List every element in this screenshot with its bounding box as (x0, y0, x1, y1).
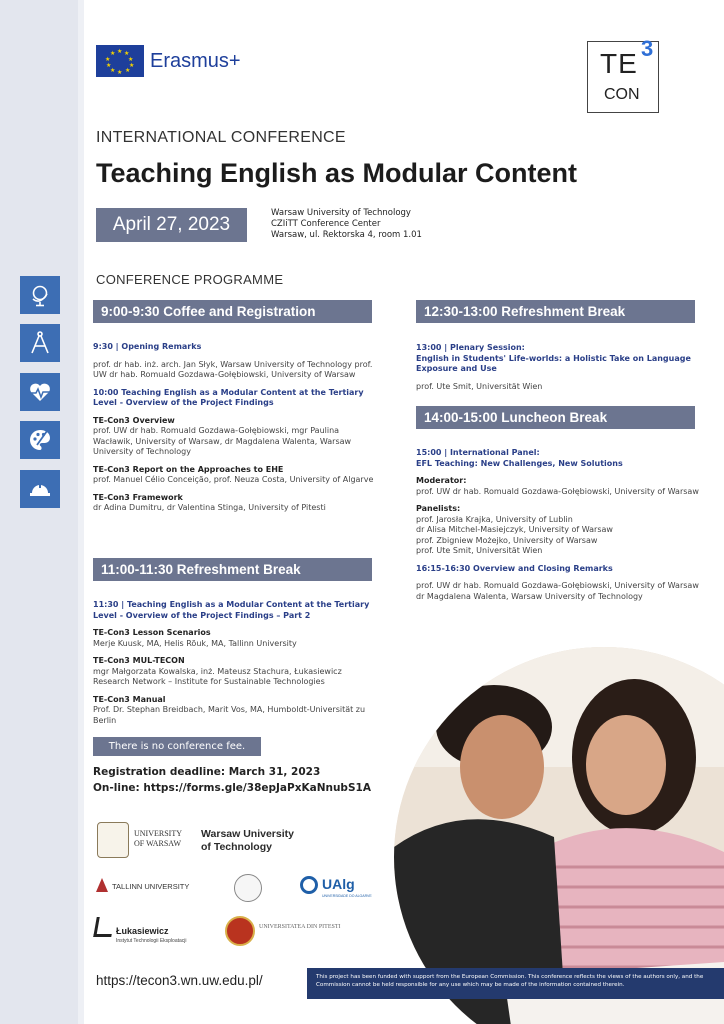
report-heading: TE-Con3 Report on the Approaches to EHE (93, 464, 284, 474)
report-speakers: prof. Manuel Célio Conceição, prof. Neuza Costa, University of Algarve (93, 475, 374, 484)
venue-line: Warsaw, ul. Rektorska 4, room 1.01 (271, 230, 422, 240)
registration-block (93, 764, 371, 796)
panel-block (416, 448, 701, 602)
session-bar-luncheon: 14:00-15:00 Luncheon Break (416, 406, 695, 429)
multecon-heading: TE-Con3 MUL-TECON (93, 656, 185, 665)
tecon-3-text: 3 (641, 36, 654, 61)
humboldt-seal-icon (234, 874, 262, 902)
session1-heading: 10:00 Teaching English as a Modular Content at the Tertiary Level - Overview of the Project Findings (93, 387, 364, 407)
registration-link[interactable]: On-line: https://forms.gle/38epJaPxKaNnubS1A (93, 782, 371, 794)
panelist: prof. Zbigniew Możejko, University of Warsaw (416, 535, 598, 545)
conference-kicker: INTERNATIONAL CONFERENCE (96, 129, 346, 146)
plenary-title: English in Students' Life-worlds: a Holistic Take on Language Exposure and Use (416, 353, 691, 373)
compass-icon (20, 324, 60, 362)
fee-badge: There is no conference fee. (93, 737, 261, 756)
session2-heading: 11:30 | Teaching English as a Modular Content at the Tertiary Level - Overview of the Project Findings – Part 2 (93, 600, 370, 620)
venue-line: Warsaw University of Technology (271, 208, 411, 218)
hardhat-icon (20, 470, 60, 508)
overview-speakers: prof. UW dr hab. Romuald Gozdawa-Gołębiowski, mgr Paulina Wacławik, University of Warsaw, dr Magdalena Walenta, Warsaw University of Technology (93, 426, 352, 456)
session-bar-coffee: 9:00-9:30 Coffee and Registration (93, 300, 372, 323)
panelists-heading: Panelists: (416, 504, 461, 513)
eu-flag-icon: ★ ★ ★ ★ ★ ★ ★ ★ ★ ★ (96, 45, 144, 77)
programme-label: CONFERENCE PROGRAMME (96, 272, 284, 287)
pitesti-logo-text: UNIVERSITATEA DIN PITESTI (259, 924, 341, 930)
ualg-logo-text: UAlg (322, 876, 355, 892)
heart-pulse-icon (20, 373, 60, 411)
left-stripe (0, 0, 78, 1024)
conference-title: Teaching English as Modular Content (96, 158, 578, 188)
lukasiewicz-logo-text: Łukasiewicz (116, 926, 169, 936)
venue-block (271, 208, 422, 241)
overview-heading: TE-Con3 Overview (93, 415, 175, 425)
ualg-mark-icon (300, 876, 318, 894)
uw-crest-icon (97, 822, 129, 858)
tallinn-logo-text: TALLINN UNIVERSITY (112, 882, 190, 891)
plenary-block (416, 343, 701, 392)
venue-line: CZIiTT Conference Center (271, 219, 381, 229)
erasmus-logo (96, 45, 241, 77)
plenary-heading: 13:00 | Plenary Session: (416, 343, 525, 352)
website-link[interactable]: https://tecon3.wn.uw.edu.pl/ (96, 973, 263, 988)
manual-heading: TE-Con3 Manual (93, 694, 166, 704)
opening-speakers: prof. dr hab. inż. arch. Jan Słyk, Warsaw University of Technology prof. UW dr hab. Romuald Gozdawa-Gołębiowski, University of Warsaw (93, 359, 373, 379)
wut-line: Warsaw University (201, 828, 294, 840)
left-stripe-inner (78, 0, 84, 1024)
panelist: dr Alisa Mitchel-Masiejczyk, University of Warsaw (416, 525, 613, 534)
date-badge: April 27, 2023 (96, 208, 247, 242)
wut-logo (201, 828, 294, 854)
moderator-heading: Moderator: (416, 476, 467, 485)
tecon-con-text: CON (604, 86, 640, 103)
pitesti-seal-icon (225, 916, 255, 946)
registration-deadline: Registration deadline: March 31, 2023 (93, 766, 321, 778)
lesson-heading: TE-Con3 Lesson Scenarios (93, 628, 211, 637)
closing-speakers: prof. UW dr hab. Romuald Gozdawa-Gołębiowski, University of Warsaw dr Magdalena Walenta, Warsaw University of Technology (416, 581, 699, 601)
opening-block (93, 342, 378, 514)
panel-heading: 15:00 | International Panel: (416, 448, 540, 457)
lesson-speakers: Merje Kuusk, MA, Helis Rõuk, MA, Tallinn University (93, 638, 297, 648)
panelist: prof. Jarosła Krajka, University of Lublin (416, 514, 573, 524)
multecon-speakers: mgr Małgorzata Kowalska, inż. Mateusz Stachura, Łukasiewicz Research Network – Institute for Sustainable Technologies (93, 666, 342, 686)
session-bar-refreshment: 11:00-11:30 Refreshment Break (93, 558, 372, 581)
erasmus-wordmark: Erasmus+ (150, 49, 241, 72)
plenary-speaker: prof. Ute Smit, Universität Wien (416, 381, 543, 391)
tecon-te-text: TE (600, 48, 638, 79)
tallinn-mark-icon (96, 878, 108, 892)
palette-icon (20, 421, 60, 459)
session2-block (93, 600, 378, 726)
session-bar-refreshment-2: 12:30-13:00 Refreshment Break (416, 300, 695, 323)
lukasiewicz-sub-text: Instytut Technologii Eksploatacji (116, 938, 187, 944)
framework-speakers: dr Adina Dumitru, dr Valentina Stinga, University of Pitesti (93, 503, 326, 512)
panelist: prof. Ute Smit, Universität Wien (416, 546, 543, 555)
wut-line: of Technology (201, 841, 272, 853)
opening-heading: 9:30 | Opening Remarks (93, 342, 202, 351)
tecon3-logo (587, 36, 659, 113)
moderator-name: prof. UW dr hab. Romuald Gozdawa-Gołębiowski, University of Warsaw (416, 486, 699, 496)
globe-icon (20, 276, 60, 314)
panel-title: EFL Teaching: New Challenges, New Solutions (416, 458, 623, 468)
uw-logo-text: UNIVERSITY OF WARSAW (134, 829, 182, 848)
manual-speakers: Prof. Dr. Stephan Breidbach, Marit Vos, MA, Humboldt-Universität zu Berlin (93, 705, 366, 725)
framework-heading: TE-Con3 Framework (93, 492, 183, 502)
eu-disclaimer: This project has been funded with support from the European Commission. This conference reflects the views of the authors only, and the Commission cannot be held responsible for any use which may be made of the information contained therein. (307, 968, 724, 999)
lukasiewicz-mark-icon (93, 917, 115, 937)
ualg-sub-text: UNIVERSIDADE DO ALGARVE (322, 894, 372, 898)
closing-heading: 16:15-16:30 Overview and Closing Remarks (416, 563, 613, 573)
